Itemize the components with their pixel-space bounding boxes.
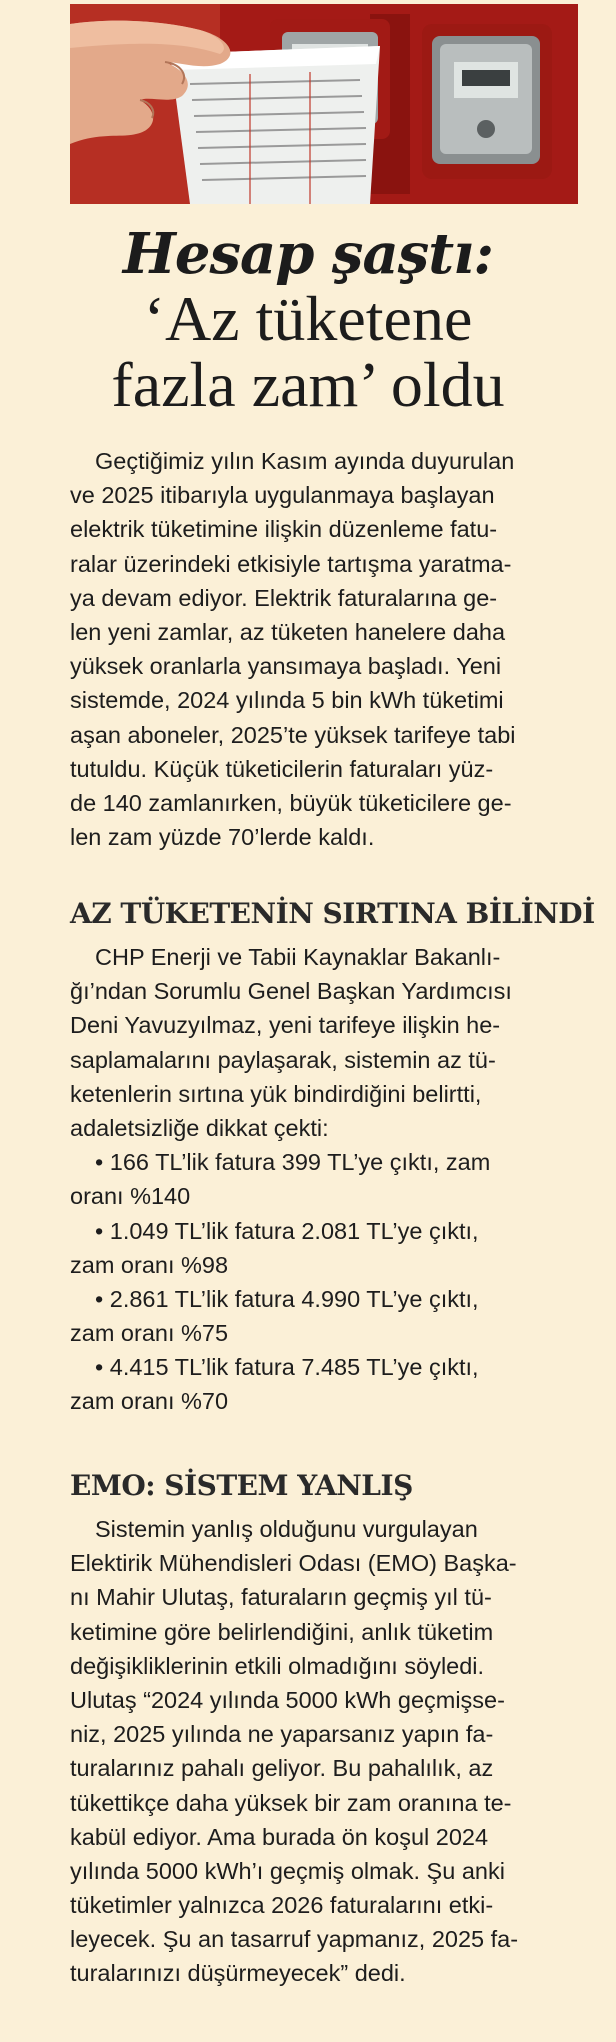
text-line: ketenlerin sırtına yük bindirdiğini belirtti, <box>70 1080 482 1107</box>
text-line: niz, 2025 yılında ne yaparsanız yapın fa- <box>70 1721 494 1748</box>
text-line: turalarınız pahalı geliyor. Bu pahalılık, az <box>70 1755 494 1782</box>
text-line: tutuldu. Küçük tüketicilerin faturaları yüz- <box>70 755 494 782</box>
text-line: sistemde, 2024 yılında 5 bin kWh tüketimi <box>70 687 504 714</box>
text-line: leyecek. Şu an tasarruf yapmanız, 2025 fa- <box>70 1926 519 1953</box>
text-line: ve 2025 itibarıyla uygulanmaya başlayan <box>70 482 495 509</box>
text-line: adaletsizliğe dikkat çekti: <box>70 1114 329 1141</box>
headline-line-1: ‘Az tüketene <box>143 283 473 354</box>
text-line: yüksek oranlarla yansımaya başladı. Yeni <box>70 653 502 680</box>
text-line: zam oranı %70 <box>70 1388 229 1415</box>
text-line: yılında 5000 kWh’ı geçmiş olmak. Şu anki <box>70 1857 505 1884</box>
section-1-paragraph <box>70 940 578 1419</box>
text-line: zam oranı %75 <box>70 1320 229 1347</box>
article-photo <box>70 4 578 204</box>
text-line: ralar üzerindeki etkisiyle tartışma yaratma- <box>70 550 512 577</box>
headline <box>40 222 576 418</box>
bullet-item: • 2.861 TL’lik fatura 4.990 TL’ye çıktı, <box>95 1285 479 1312</box>
text-line: zam oranı %98 <box>70 1251 229 1278</box>
text-line: CHP Enerji ve Tabii Kaynaklar Bakanlı- <box>95 944 501 970</box>
text-line: Deni Yavuzyılmaz, yeni tarifeye ilişkin he- <box>70 1012 501 1039</box>
text-line: tüketimler yalnızca 2026 faturalarını etki- <box>70 1892 494 1919</box>
text-line: ketimine göre belirlendiğini, anlık tüketim <box>70 1618 494 1645</box>
text-line: len yeni zamlar, az tüketen hanelere daha <box>70 618 506 645</box>
bullet-item: • 4.415 TL’lik fatura 7.485 TL’ye çıktı, <box>95 1354 479 1381</box>
text-line: Elektirik Mühendisleri Odası (EMO) Başka- <box>70 1550 517 1577</box>
headline-kicker: Hesap şaştı: <box>122 221 494 287</box>
text-line: aşan aboneler, 2025’te yüksek tarifeye tabi <box>70 721 516 748</box>
headline-line-2: fazla zam’ oldu <box>111 349 505 420</box>
hand-holding-bill-image <box>70 4 578 204</box>
text-line: nı Mahir Ulutaş, faturaların geçmiş yıl tü- <box>70 1584 492 1611</box>
text-line: turalarınızı düşürmeyecek” dedi. <box>70 1960 406 1987</box>
text-line: ya devam ediyor. Elektrik faturalarına ge- <box>70 584 498 611</box>
text-line: elektrik tüketimine ilişkin düzenleme fatu- <box>70 516 498 543</box>
text-line: oranı %140 <box>70 1183 191 1210</box>
text-line: değişikliklerinin etkili olmadığını söyledi. <box>70 1652 485 1679</box>
text-line: len zam yüzde 70’lerde kaldı. <box>70 824 375 851</box>
text-line: Sistemin yanlış olduğunu vurgulayan <box>95 1516 478 1542</box>
text-line: de 140 zamlanırken, büyük tüketicilere ge- <box>70 789 512 816</box>
intro-paragraph <box>70 444 578 854</box>
text-line: Ulutaş “2024 yılında 5000 kWh geçmişse- <box>70 1686 505 1713</box>
section-heading-2: EMO: SİSTEM YANLIŞ <box>70 1469 413 1502</box>
text-line: kabül ediyor. Ama burada ön koşul 2024 <box>70 1823 489 1850</box>
bullet-item: • 1.049 TL’lik fatura 2.081 TL’ye çıktı, <box>95 1217 479 1244</box>
bullet-item: • 166 TL’lik fatura 399 TL’ye çıktı, zam <box>95 1149 491 1176</box>
section-2-paragraph <box>70 1512 578 1991</box>
text-line: Geçtiğimiz yılın Kasım ayında duyurulan <box>95 448 515 474</box>
text-line: saplamalarını paylaşarak, sistemin az tü- <box>70 1046 496 1073</box>
text-line: tükettikçe daha yüksek bir zam oranına te- <box>70 1789 512 1816</box>
text-line: ğı’ndan Sorumlu Genel Başkan Yardımcısı <box>70 978 512 1005</box>
section-heading-1: AZ TÜKETENİN SIRTINA BİLİNDİ <box>70 897 595 930</box>
